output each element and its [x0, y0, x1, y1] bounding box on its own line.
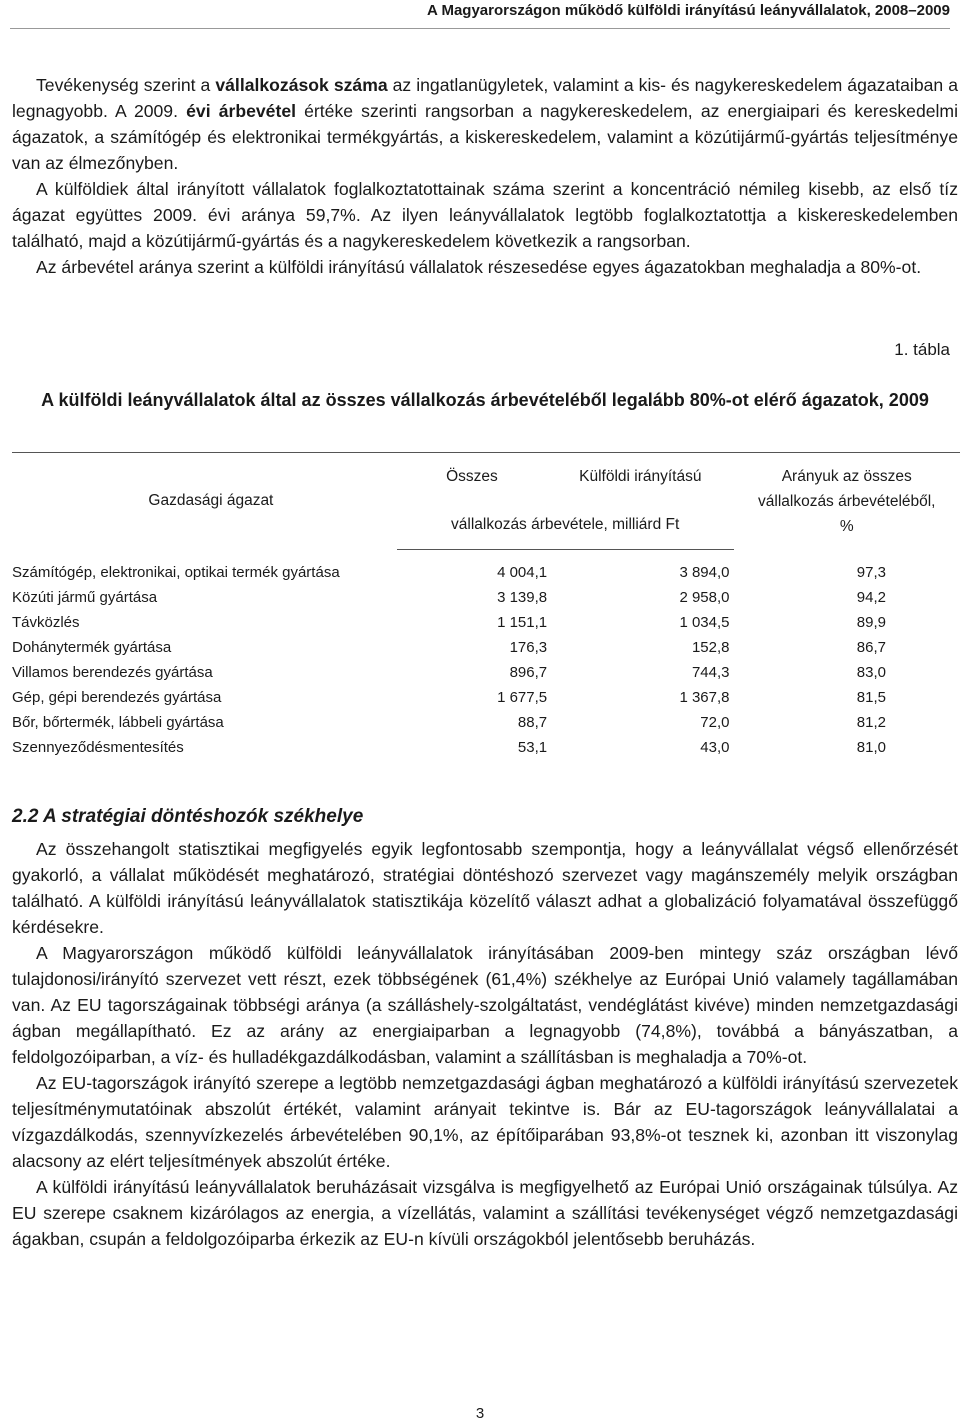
cell-total: 3 139,8	[497, 589, 548, 606]
section-body	[12, 836, 958, 1252]
section-paragraph-2: A Magyarországon működő külföldi leányvállalatok irányításában 2009-ben mintegy száz országban lévő tulajdonosi/irányító szervezet vett részt, ezek többségének (61,4%) székhelye az Európai Unió valamely tagállamában van. Az EU tagországainak többségi aránya (a szálláshely-szolgáltatást, vendéglátást kivéve) minden nemzetgazdasági ágban megállapítható. Ez az arány az energiaiparban a legnagyobb (74,8%), továbbá a bányászatban, a feldolgozóiparban, a víz- és hulladékgazdálkodásban, valamint a szállításban is meghaladja a 70%-ot.	[12, 943, 958, 1067]
cell-foreign: 1 367,8	[679, 689, 730, 706]
table-row	[12, 660, 960, 685]
cell-share: 81,2	[856, 714, 886, 731]
cell-share: 97,3	[856, 564, 886, 581]
intro-paragraph-3: Az árbevétel aránya szerint a külföldi irányítású vállalatok részesedése egyes ágazatokban meghaladja a 80%-ot.	[36, 257, 922, 277]
cell-total: 176,3	[509, 639, 548, 656]
section-paragraph-3: Az EU-tagországok irányító szerepe a legtöbb nemzetgazdasági ágban meghatározó a külföldi irányítású szervezetek teljesítménymutatóinak abszolút értékét, valamint arányait tekintve is. Bár az EU-tagországok leányvállalatai a vízgazdálkodás, szennyvízkezelés árbevételében 90,1%, az építőiparában 93,8%-ot tesznek ki, azonban itt viszonylag alacsony az elért teljesítmények abszolút értéke.	[12, 1073, 958, 1171]
intro-text	[12, 72, 958, 280]
column-header-unit: vállalkozás árbevétele, milliárd Ft	[397, 501, 734, 550]
table-row	[12, 735, 960, 760]
cell-sector: Bőr, bőrtermék, lábbeli gyártása	[12, 714, 224, 731]
cell-foreign: 72,0	[700, 714, 730, 731]
cell-share: 81,5	[856, 689, 886, 706]
cell-sector: Gép, gépi berendezés gyártása	[12, 689, 222, 706]
cell-sector: Számítógép, elektronikai, optikai termék gyártása	[12, 564, 340, 581]
cell-foreign: 3 894,0	[679, 564, 730, 581]
cell-total: 1 677,5	[497, 689, 548, 706]
cell-share: 94,2	[856, 589, 886, 606]
cell-sector: Villamos berendezés gyártása	[12, 664, 213, 681]
table-row	[12, 635, 960, 660]
intro-paragraph-2: A külföldiek által irányított vállalatok foglalkoztatottainak száma szerint a koncentráció némileg kisebb, az első tíz ágazat együttes 2009. évi aránya 59,7%. Az ilyen leányvállalatok legtöbb foglalkoztatottja a kiskereskedelemben található, majd a közútijármű-gyártás és a nagykereskedelem következik a rangsorban.	[12, 179, 958, 251]
page-number: 3	[475, 1405, 485, 1422]
cell-total: 88,7	[517, 714, 548, 731]
running-header: A Magyarországon működő külföldi irányítású leányvállalatok, 2008–2009	[427, 2, 950, 19]
header-rule	[10, 28, 950, 29]
cell-share: 83,0	[856, 664, 886, 681]
table-row	[12, 585, 960, 610]
cell-share: 86,7	[856, 639, 886, 656]
cell-total: 1 151,1	[497, 614, 548, 631]
cell-sector: Távközlés	[12, 614, 80, 631]
section-paragraph-4: A külföldi irányítású leányvállalatok beruházásait vizsgálva is megfigyelhető az Európai Unió országainak túlsúlya. Az EU szerepe csaknem kizárólagos az energia, a vízellátás, valamint a szállítási tevékenységet végző nemzetgazdasági ágakban, csupán a feldolgozóiparba érkezik az EU-n kívüli országokból jelentősebb beruházás.	[12, 1177, 958, 1249]
section-heading: 2.2 A stratégiai döntéshozók székhelye	[12, 806, 364, 827]
cell-foreign: 2 958,0	[679, 589, 730, 606]
table-row	[12, 685, 960, 710]
cell-foreign: 744,3	[691, 664, 730, 681]
cell-total: 4 004,1	[497, 564, 548, 581]
cell-foreign: 152,8	[691, 639, 730, 656]
table-row	[12, 710, 960, 735]
table-header-row	[12, 453, 960, 502]
cell-total: 53,1	[517, 739, 548, 756]
column-header-foreign: Külföldi irányítású	[579, 468, 702, 485]
column-header-share: Arányuk az összes vállalkozás árbevételéből, %	[758, 467, 936, 535]
cell-total: 896,7	[509, 664, 548, 681]
table-label: 1. tábla	[894, 340, 950, 359]
cell-share: 81,0	[856, 739, 886, 756]
cell-sector: Szennyeződésmentesítés	[12, 739, 184, 756]
table-row	[12, 610, 960, 635]
cell-foreign: 43,0	[700, 739, 730, 756]
cell-foreign: 1 034,5	[679, 614, 730, 631]
column-header-sector: Gazdasági ágazat	[148, 492, 274, 510]
column-header-total: Összes	[446, 468, 498, 485]
data-table	[12, 452, 960, 760]
table-title: A külföldi leányvállalatok által az összes vállalkozás árbevételéből legalább 80%-ot elérő ágazatok, 2009	[41, 390, 929, 410]
table-row	[12, 560, 960, 585]
section-paragraph-1: Az összehangolt statisztikai megfigyelés egyik legfontosabb szempontja, hogy a leányvállalat végső ellenőrzését gyakorló, a vállalat működését meghatározó, stratégiai döntéshozó szervezet vagy magánszemély melyik országban található. A külföldi irányítású leányvállalatok statisztikája közelítő választ adhat a globalizáció folyamatával összefüggő kérdésekre.	[12, 839, 958, 937]
cell-sector: Közúti jármű gyártása	[12, 589, 158, 606]
cell-sector: Dohánytermék gyártása	[12, 639, 172, 656]
cell-share: 89,9	[856, 614, 886, 631]
intro-paragraph-1: Tevékenység szerint a vállalkozások száma az ingatlanügyletek, valamint a kis- és nagykereskedelem ágazataiban a legnagyobb. A 2009. évi árbevétel értéke szerinti rangsorban a nagykereskedelem, az energiaipari és kereskedelmi ágazatok, a számítógép és elektronikai termékgyártás, a kiskereskedelem, valamint a közútijármű-gyártás teljesítménye van az élmezőnyben.	[12, 75, 958, 173]
